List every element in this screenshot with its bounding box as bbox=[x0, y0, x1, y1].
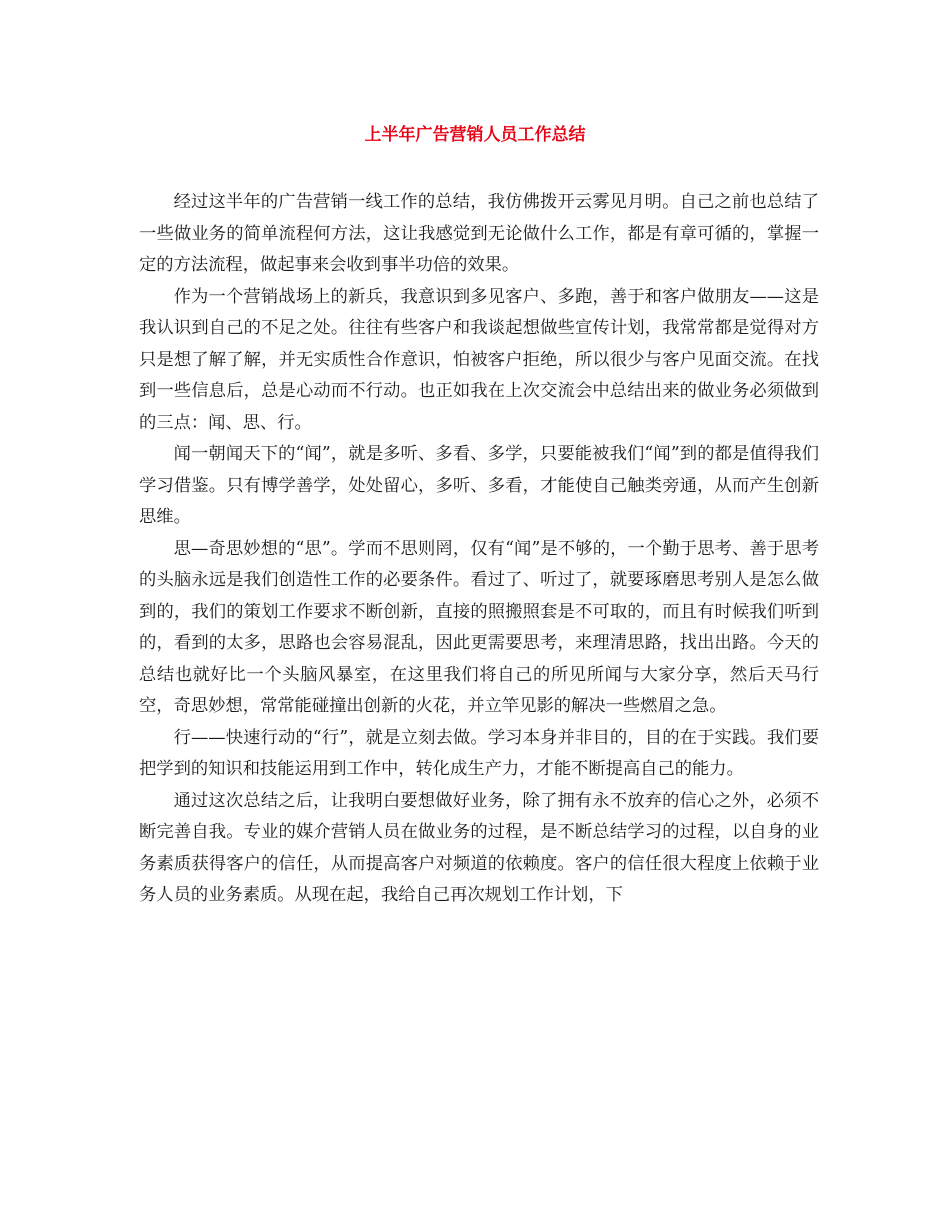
paragraph-2: 作为一个营销战场上的新兵，我意识到多见客户、多跑，善于和客户做朋友——这是我认识到自己的不足之处。往往有些客户和我谈起想做些宣传计划，我常常都是觉得对方只是想了解了解，并无实质性合作意识，怕被客户拒绝，所以很少与客户见面交流。在找到一些信息后，总是心动而不行动。也正如我在上次交流会中总结出来的做业务必须做到的三点：闻、思、行。 bbox=[139, 286, 819, 433]
paragraph-1: 经过这半年的广告营销一线工作的总结，我仿佛拨开云雾见月明。自己之前也总结了一些做业务的简单流程何方法，这让我感觉到无论做什么工作，都是有章可循的，掌握一定的方法流程，做起事来会收到事半功倍的效果。 bbox=[139, 192, 819, 275]
document-title: 上半年广告营销人员工作总结 bbox=[364, 125, 586, 145]
paragraph-4: 思—奇思妙想的“思”。学而不思则罔，仅有“闻”是不够的，一个勤于思考、善于思考的头脑永远是我们创造性工作的必要条件。看过了、听过了，就要琢磨思考别人是怎么做到的，我们的策划工作要求不断创新，直接的照搬照套是不可取的，而且有时候我们听到的，看到的太多，思路也会容易混乱，因此更需要思考，来理清思路，找出出路。今天的总结也就好比一个头脑风暴室，在这里我们将自己的所见所闻与大家分享，然后天马行空，奇思妙想，常常能碰撞出创新的火花，并立竿见影的解决一些燃眉之急。 bbox=[139, 538, 819, 716]
paragraph-6: 通过这次总结之后，让我明白要想做好业务，除了拥有永不放弃的信心之外，必须不断完善自我。专业的媒介营销人员在做业务的过程，是不断总结学习的过程，以自身的业务素质获得客户的信任，从而提高客户对频道的依赖度。客户的信任很大程度上依赖于业务人员的业务素质。从现在起，我给自己再次规划工作计划，下 bbox=[139, 790, 819, 905]
document-body bbox=[139, 187, 819, 912]
paragraph-5: 行——快速行动的“行”，就是立刻去做。学习本身并非目的，目的在于实践。我们要把学到的知识和技能运用到工作中，转化成生产力，才能不断提高自己的能力。 bbox=[139, 727, 819, 779]
paragraph-3: 闻一朝闻天下的“闻”，就是多听、多看、多学，只要能被我们“闻”到的都是值得我们学习借鉴。只有博学善学，处处留心，多听、多看，才能使自己触类旁通，从而产生创新思维。 bbox=[139, 444, 819, 527]
